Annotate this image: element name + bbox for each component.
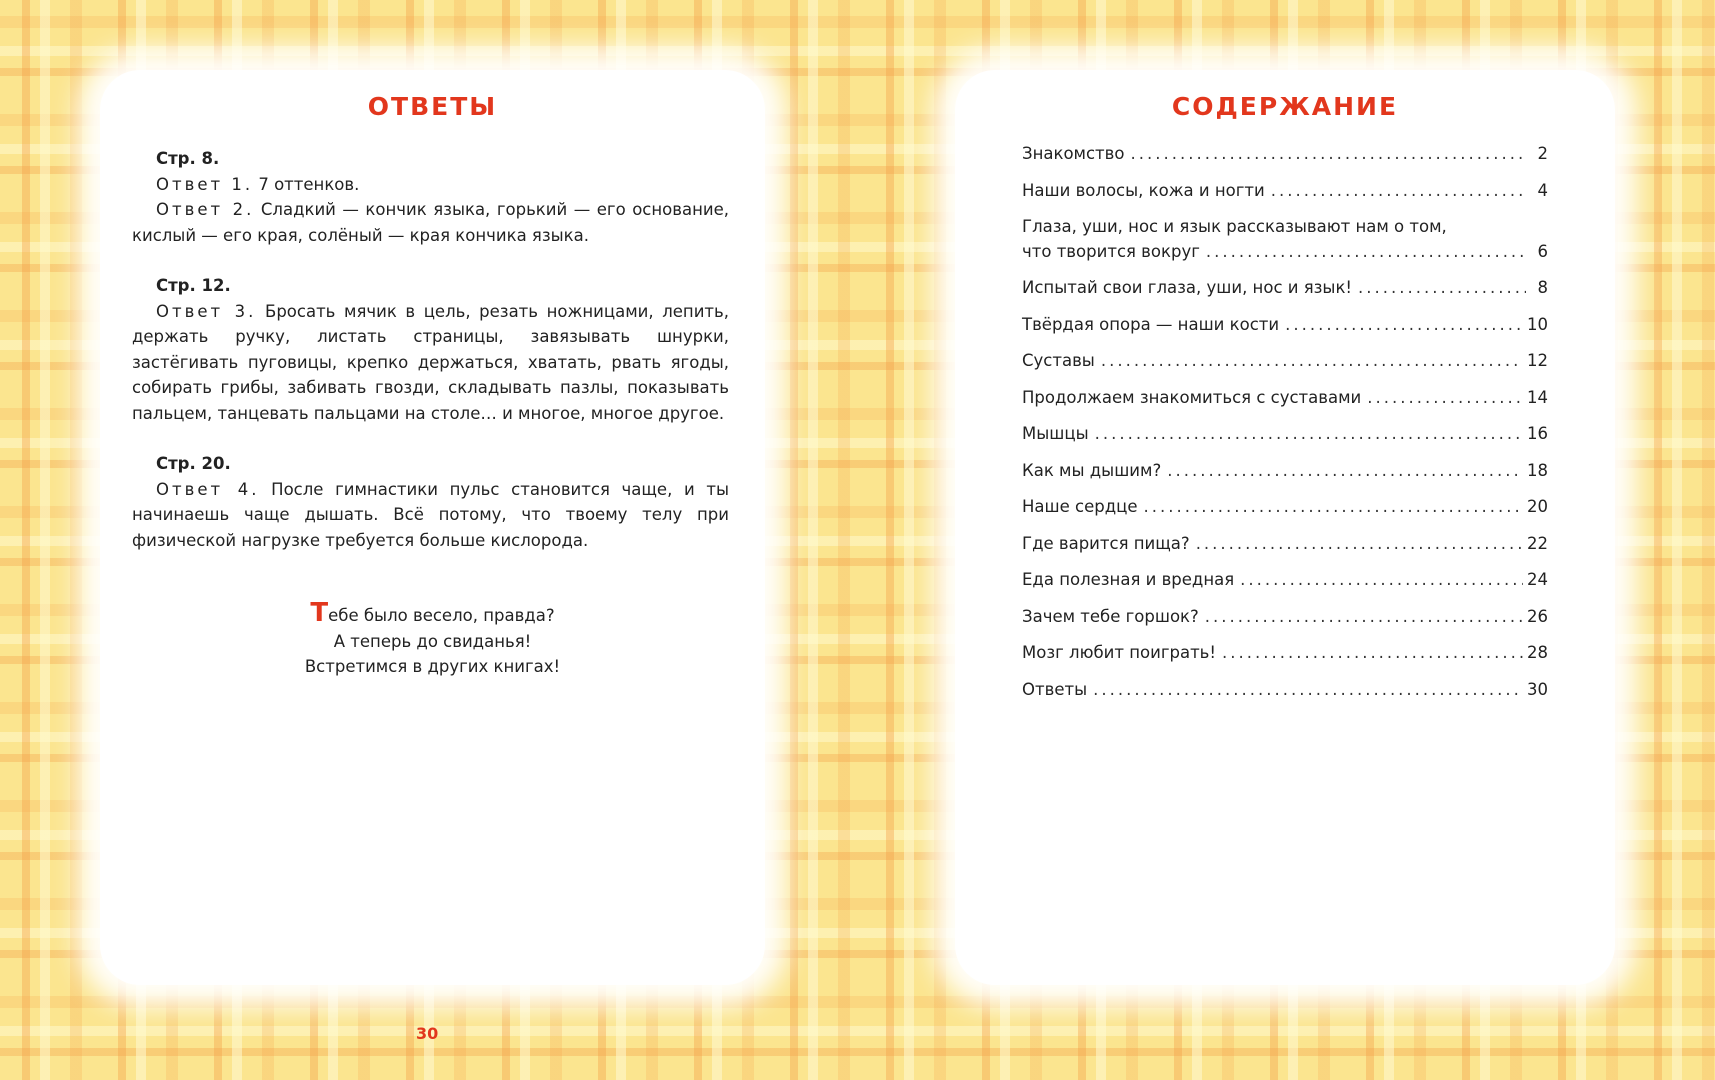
toc-item-title: Зачем тебе горшок?: [1022, 606, 1199, 626]
toc-item[interactable]: [1022, 142, 1548, 167]
answer-page-ref: Стр. 8.: [156, 149, 220, 168]
toc-item-page: 28: [1527, 643, 1548, 662]
table-of-contents: [1022, 142, 1548, 714]
toc-leader-dots: [1095, 422, 1523, 447]
toc-item-title: Наше сердце: [1022, 497, 1138, 516]
toc-item-title: Где варится пища?: [1022, 533, 1190, 553]
answer-page-ref: Стр. 12.: [156, 276, 231, 295]
toc-leader-dots: [1167, 459, 1523, 484]
answers-list: [132, 146, 729, 578]
drop-cap-letter: Т: [310, 598, 329, 628]
toc-leader-dots: [1206, 240, 1526, 265]
toc-leader-dots: [1358, 276, 1526, 301]
toc-item-page: 14: [1527, 387, 1548, 407]
farewell-line-1-text: ебе было весело, правда?: [328, 606, 555, 625]
toc-leader-dots: [1367, 386, 1523, 411]
toc-item-page: 10: [1527, 314, 1548, 334]
farewell-verse: [100, 598, 765, 680]
toc-item[interactable]: [1022, 532, 1548, 557]
toc-item[interactable]: [1022, 349, 1548, 374]
right-page: [955, 70, 1615, 985]
answer-label: Ответ 1.: [156, 174, 254, 194]
toc-item-page: 20: [1527, 497, 1548, 516]
answer-block-page-20: [132, 451, 729, 553]
toc-leader-dots: [1131, 142, 1527, 167]
toc-item[interactable]: [1022, 179, 1548, 204]
toc-item-page: 24: [1527, 570, 1548, 589]
answer-label: Ответ 4.: [156, 479, 260, 499]
contents-heading: СОДЕРЖАНИЕ: [1171, 92, 1399, 121]
farewell-line-2: А теперь до свиданья!: [333, 631, 532, 651]
toc-item-page: 6: [1537, 241, 1548, 261]
answer-label: Ответ 2.: [156, 200, 255, 219]
answer-label: Ответ 3.: [156, 301, 257, 321]
toc-leader-dots: [1240, 568, 1523, 593]
answer-text: Бросать мячик в цель, резать ножницами, лепить, держать ручку, листать страницы, завязывать шнурки, застёгивать пуговицы, крепко держаться, хватать, рвать ягоды, собирать грибы, забивать гвозди, складывать пазлы, показывать пальцем, танцевать пальцами на столе… и многое, многое другое.: [132, 301, 729, 423]
toc-item-title-line-1: Глаза, уши, нос и язык рассказывают нам о том,: [1022, 217, 1447, 236]
toc-item[interactable]: [1022, 459, 1548, 484]
answer-page-ref: Стр. 20.: [156, 454, 231, 473]
toc-item-title: Мышцы: [1022, 424, 1089, 443]
toc-item-title: Испытай свои глаза, уши, нос и язык!: [1022, 278, 1353, 297]
answer-paragraph: [132, 197, 729, 248]
toc-leader-dots: [1144, 495, 1524, 520]
toc-item[interactable]: [1022, 422, 1548, 447]
toc-item[interactable]: [1022, 495, 1548, 520]
toc-item-title-line-2: что творится вокруг: [1022, 241, 1200, 261]
toc-leader-dots: [1205, 605, 1523, 630]
answer-block-page-8: [132, 146, 729, 248]
toc-item-page: 18: [1527, 460, 1548, 480]
toc-item-page: 22: [1527, 533, 1548, 553]
answer-paragraph: [132, 299, 729, 427]
toc-item-page: 8: [1537, 278, 1548, 297]
answer-text: Сладкий — кончик языка, горький — его основание, кислый — его края, солёный — края кончика языка.: [132, 200, 729, 245]
toc-item-page: 12: [1527, 351, 1548, 370]
toc-item[interactable]: [1022, 605, 1548, 630]
answer-block-page-12: [132, 273, 729, 426]
toc-leader-dots: [1271, 179, 1526, 204]
toc-item[interactable]: [1022, 276, 1548, 301]
toc-item-title: Ответы: [1022, 679, 1088, 699]
farewell-line-1: [100, 598, 765, 629]
toc-item[interactable]: [1022, 678, 1548, 703]
toc-item-title: Продолжаем знакомиться с суставами: [1022, 387, 1362, 407]
toc-item-page: 30: [1527, 679, 1548, 699]
answer-text: 7 оттенков.: [253, 174, 360, 194]
toc-item-page: 2: [1537, 144, 1548, 163]
toc-leader-dots: [1101, 349, 1523, 374]
toc-item-title: Еда полезная и вредная: [1022, 570, 1235, 589]
toc-item-title: Мозг любит поиграть!: [1022, 643, 1217, 662]
left-page: [100, 70, 765, 985]
toc-item-title: Наши волосы, кожа и ногти: [1022, 180, 1265, 200]
toc-item[interactable]: [1022, 641, 1548, 666]
answer-paragraph: [132, 172, 729, 198]
toc-item-page: 4: [1537, 180, 1548, 200]
toc-item[interactable]: [1022, 215, 1548, 264]
answer-text: После гимнастики пульс становится чаще, и ты начинаешь чаще дышать. Всё потому, что твоему телу при физической нагрузке требуется больше кислорода.: [132, 479, 730, 550]
toc-item-title: Знакомство: [1022, 144, 1125, 163]
page-number: 30: [416, 1024, 439, 1043]
toc-item[interactable]: [1022, 386, 1548, 411]
toc-leader-dots: [1222, 641, 1523, 666]
toc-item[interactable]: [1022, 313, 1548, 338]
toc-item-title: Суставы: [1022, 351, 1095, 370]
answer-paragraph: [132, 477, 729, 554]
toc-leader-dots: [1285, 313, 1523, 338]
toc-item-title: Как мы дышим?: [1022, 460, 1162, 480]
toc-item-title: Твёрдая опора — наши кости: [1022, 314, 1280, 334]
toc-item-page: 16: [1527, 424, 1548, 443]
toc-leader-dots: [1093, 678, 1523, 703]
farewell-line-3: Встретимся в других книгах!: [304, 657, 561, 676]
answers-heading: ОТВЕТЫ: [367, 92, 498, 121]
toc-item-row: [1022, 240, 1548, 265]
toc-leader-dots: [1196, 532, 1523, 557]
toc-item[interactable]: [1022, 568, 1548, 593]
toc-item-page: 26: [1527, 606, 1548, 626]
